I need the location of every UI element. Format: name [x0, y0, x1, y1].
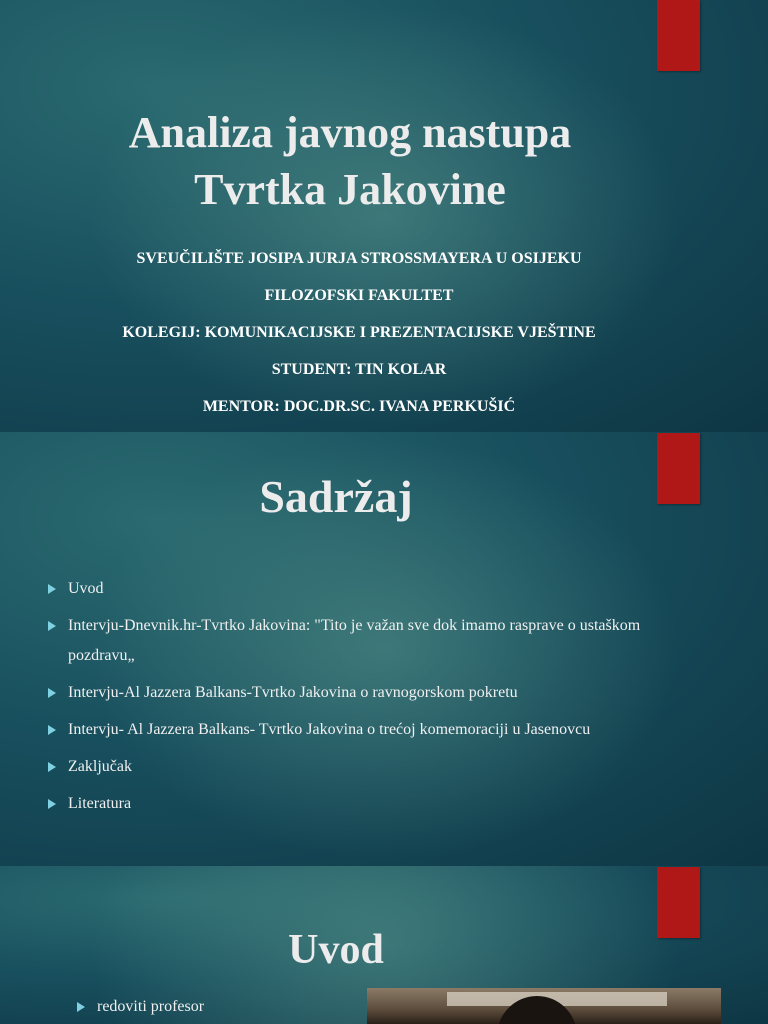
speaker-photo [367, 988, 721, 1024]
slide-contents [0, 432, 768, 866]
list-item: Zaključak [47, 752, 667, 782]
list-item: Uvod [47, 574, 667, 604]
contents-heading: Sadržaj [259, 471, 413, 522]
title-line-2: Tvrtka Jakovine [194, 165, 506, 214]
presentation-title [0, 104, 700, 218]
triangle-bullet-icon [48, 725, 56, 735]
university-name: SVEUČILIŠTE JOSIPA JURJA STROSSMAYERA U OSIJEKU [136, 250, 582, 267]
triangle-bullet-icon [48, 762, 56, 772]
list-item: Intervju-Dnevnik.hr-Tvrtko Jakovina: "Tito je važan sve dok imamo rasprave o ustaškom pozdravu„ [47, 611, 667, 671]
triangle-bullet-icon [48, 799, 56, 809]
slide-introduction [0, 866, 768, 1024]
list-item: redoviti profesor [76, 992, 356, 1022]
slide-title [0, 0, 768, 432]
triangle-bullet-icon [48, 621, 56, 631]
list-item: Intervju-Al Jazzera Balkans-Tvrtko Jakovina o ravnogorskom pokretu [47, 678, 667, 708]
mentor-name: MENTOR: DOC.DR.SC. IVANA PERKUŠIĆ [202, 398, 516, 415]
introduction-heading: Uvod [288, 927, 384, 973]
faculty-name: FILOZOFSKI FAKULTET [264, 287, 454, 304]
contents-list [47, 574, 667, 826]
introduction-list [76, 992, 356, 1024]
triangle-bullet-icon [48, 688, 56, 698]
list-item: Literatura [47, 789, 667, 819]
student-name: STUDENT: TIN KOLAR [271, 361, 447, 378]
title-line-1: Analiza javnog nastupa [128, 108, 572, 157]
list-item: Intervju- Al Jazzera Balkans- Tvrtko Jakovina o trećoj komemoraciji u Jasenovcu [47, 715, 667, 745]
accent-bar [657, 0, 700, 71]
course-name: KOLEGIJ: KOMUNIKACIJSKE I PREZENTACIJSKE VJEŠTINE [122, 324, 596, 341]
triangle-bullet-icon [48, 584, 56, 594]
triangle-bullet-icon [77, 1002, 85, 1012]
